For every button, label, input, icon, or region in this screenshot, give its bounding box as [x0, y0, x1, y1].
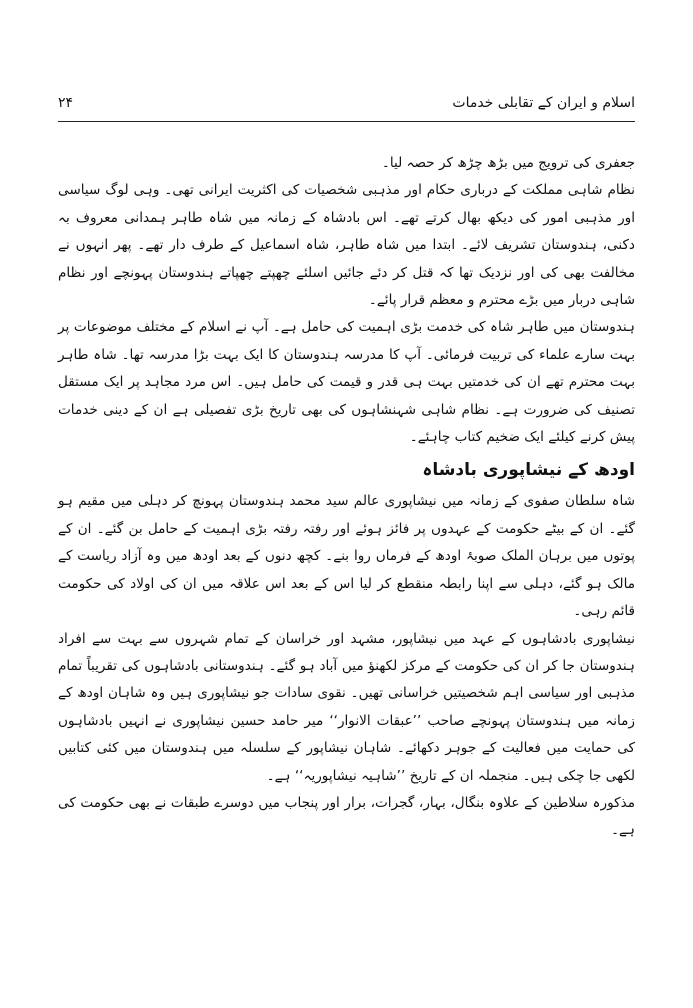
paragraph: مذکورہ سلاطین کے علاوہ بنگال، بہار، گجرات، برار اور پنجاب میں دوسرے طبقات نے بھی حکومت کی ہے۔ [58, 794, 635, 839]
section-heading: اودھ کے نیشاپوری بادشاہ [422, 460, 635, 481]
paragraph: شاہ سلطان صفوی کے زمانہ میں نیشاپوری عالم سید محمد ہندوستان پہونچ کر دہلی میں مقیم ہو گئے۔ ان کے بیٹے حکومت کے عہدوں پر فائز ہوئے اور رفتہ رفتہ بڑی اہمیت کے حامل بن گئے۔ ان کے پوتوں میں برہان الملک صوبۂ اودھ کے فرماں روا بنے۔ کچھ دنوں کے بعد اودھ میں وہ آزاد ریاست کے مالک ہو گئے، دہلی سے اپنا رابطہ منقطع کر لیا اس کے بعد اس علاقہ میں ان کی اولاد کی حکومت قائم رہی۔ [58, 493, 635, 620]
page-header [58, 92, 635, 118]
page-body [58, 150, 635, 845]
paragraph: نیشاپوری بادشاہوں کے عہد میں نیشاپور، مشہد اور خراسان کے تمام شہروں سے بہت سے افراد ہندوستان جا کر ان کی حکومت کے مرکز لکھنؤ میں آباد ہو گئے۔ ہندوستانی بادشاہوں کی تقریباً تمام مذہبی اور سیاسی اہم شخصیتیں خراسانی تھیں۔ نقوی سادات جو نیشاپوری ہیں وہ شاہان اودھ کے زمانہ میں ہندوستان پہونچے صاحب ’’عبقات الانوار‘‘ میر حامد حسین نیشاپوری نے انہیں بادشاہوں کی حمایت میں فعالیت کے جوہر دکھائے۔ شاہان نیشاپور کے سلسلہ میں ہندوستان میں کئی کتابیں لکھی جا چکی ہیں۔ منجملہ ان کے تاریخ ’’شاہیہ نیشاپوریہ‘‘ ہے۔ [58, 630, 635, 784]
running-title: اسلام و ایران کے تقابلی خدمات [452, 95, 635, 111]
paragraph: ہندوستان میں طاہر شاہ کی خدمت بڑی اہمیت کی حامل ہے۔ آپ نے اسلام کے مختلف موضوعات پر بہت سارے علماء کی تربیت فرمائی۔ آپ کا مدرسہ ہندوستان کا ایک بہت بڑا مدرسہ تھا۔ شاہ طاہر بہت محترم تھے ان کی خدمتیں بہت ہی قدر و قیمت کی حامل ہیں۔ اس مرد مجاہد پر ایک مستقل تصنیف کی ضرورت ہے۔ نظام شاہی شہنشاہوں کی بھی تاریخ بڑی تفصیلی ہے ان کے دینی خدمات پیش کرنے کیلئے ایک ضخیم کتاب چاہئے۔ [58, 319, 635, 446]
paragraph: جعفری کی ترویج میں بڑھ چڑھ کر حصہ لیا۔ [381, 155, 635, 171]
header-divider [58, 121, 635, 122]
page-number: ۲۴ [58, 95, 74, 111]
paragraph: نظام شاہی مملکت کے درباری حکام اور مذہبی شخصیات کی اکثریت ایرانی تھی۔ وہی لوگ سیاسی اور مذہبی امور کی دیکھ بھال کرتے تھے۔ اس بادشاہ کے زمانہ میں شاہ طاہر ہمدانی معروف بہ دکنی، ہندوستان تشریف لائے۔ ابتدا میں شاہ طاہر، شاہ اسماعیل کے طرف دار تھے۔ پھر انہوں نے مخالفت بھی کی اور نزدیک تھا کہ قتل کر دئے جائیں اسلئے چھپتے چھپاتے ہندوستان پہونچے اور نظام شاہی دربار میں بڑے محترم و معظم قرار پائے۔ [58, 182, 635, 309]
